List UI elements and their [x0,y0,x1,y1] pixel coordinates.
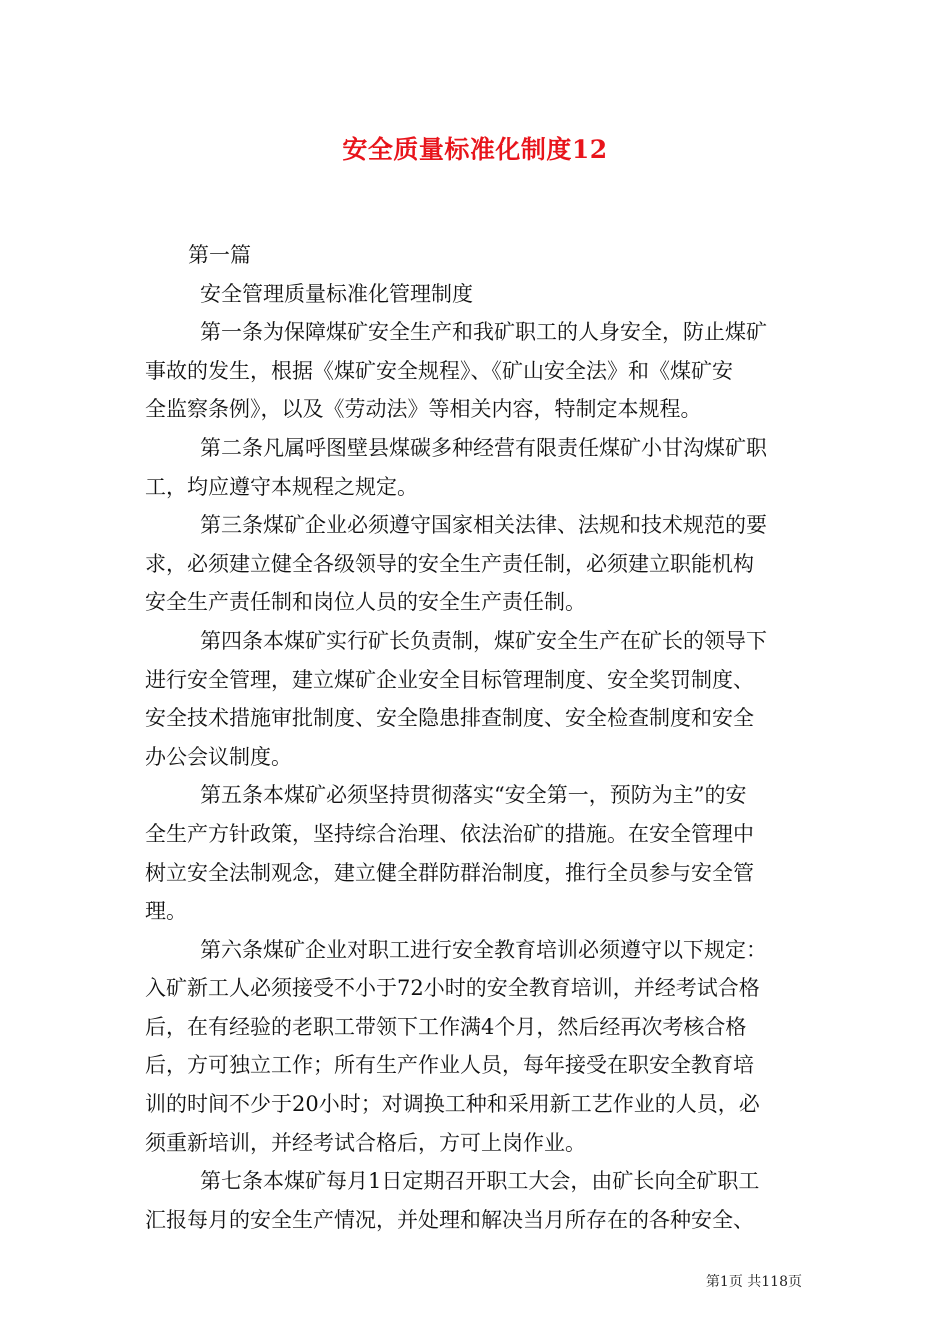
text-line: 训的时间不少于20小时；对调换工种和采用新工艺作业的人员，必 [145,1092,760,1117]
text-line: 第五条本煤矿必须坚持贯彻落实“安全第一，预防为主”的安 [200,783,747,808]
document-title: 安全质量标准化制度12 [342,135,608,164]
text-line: 第一条为保障煤矿安全生产和我矿职工的人身安全，防止煤矿 [200,320,767,345]
text-line: 求，必须建立健全各级领导的安全生产责任制，必须建立职能机构 [145,551,754,576]
document-body [145,236,805,1239]
text-line: 第六条煤矿企业对职工进行安全教育培训必须遵守以下规定： [200,937,767,962]
text-line: 事故的发生，根据《煤矿安全规程》、《矿山安全法》和《煤矿安 [145,358,733,383]
paragraph-lines [145,313,805,1239]
text-line: 安全生产责任制和岗位人员的安全生产责任制。 [145,590,586,615]
text-line: 须重新培训，并经考试合格后，方可上岗作业。 [145,1130,586,1155]
text-line: 第二条凡属呼图壁县煤碳多种经营有限责任煤矿小甘沟煤矿职 [200,435,767,460]
text-line: 理。 [145,899,187,924]
section-label: 第一篇 [188,243,251,267]
text-line: 工，均应遵守本规程之规定。 [145,474,418,499]
text-line: 办公会议制度。 [145,744,292,769]
text-line: 汇报每月的安全生产情况，并处理和解决当月所存在的各种安全、 [145,1207,754,1232]
text-line: 进行安全管理，建立煤矿企业安全目标管理制度、安全奖罚制度、 [145,667,754,692]
page-footer: 第1页 共118页 [705,1274,802,1290]
text-line: 树立安全法制观念，建立健全群防群治制度，推行全员参与安全管 [145,860,754,885]
text-line: 全生产方针政策，坚持综合治理、依法治矿的措施。在安全管理中 [145,821,754,846]
section-subtitle: 安全管理质量标准化管理制度 [200,281,473,306]
text-line: 后，在有经验的老职工带领下工作满4个月，然后经再次考核合格 [145,1014,747,1039]
text-line: 入矿新工人必须接受不小于72小时的安全教育培训，并经考试合格 [145,976,760,1001]
text-line: 安全技术措施审批制度、安全隐患排查制度、安全检查制度和安全 [145,706,754,731]
text-line: 后，方可独立工作；所有生产作业人员，每年接受在职安全教育培 [145,1053,754,1078]
text-line: 第七条本煤矿每月1日定期召开职工大会，由矿长向全矿职工 [200,1169,760,1194]
text-line: 全监察条例》，以及《劳动法》等相关内容，特制定本规程。 [145,397,702,422]
text-line: 第三条煤矿企业必须遵守国家相关法律、法规和技术规范的要 [200,513,767,538]
text-line: 第四条本煤矿实行矿长负责制，煤矿安全生产在矿长的领导下 [200,628,767,653]
